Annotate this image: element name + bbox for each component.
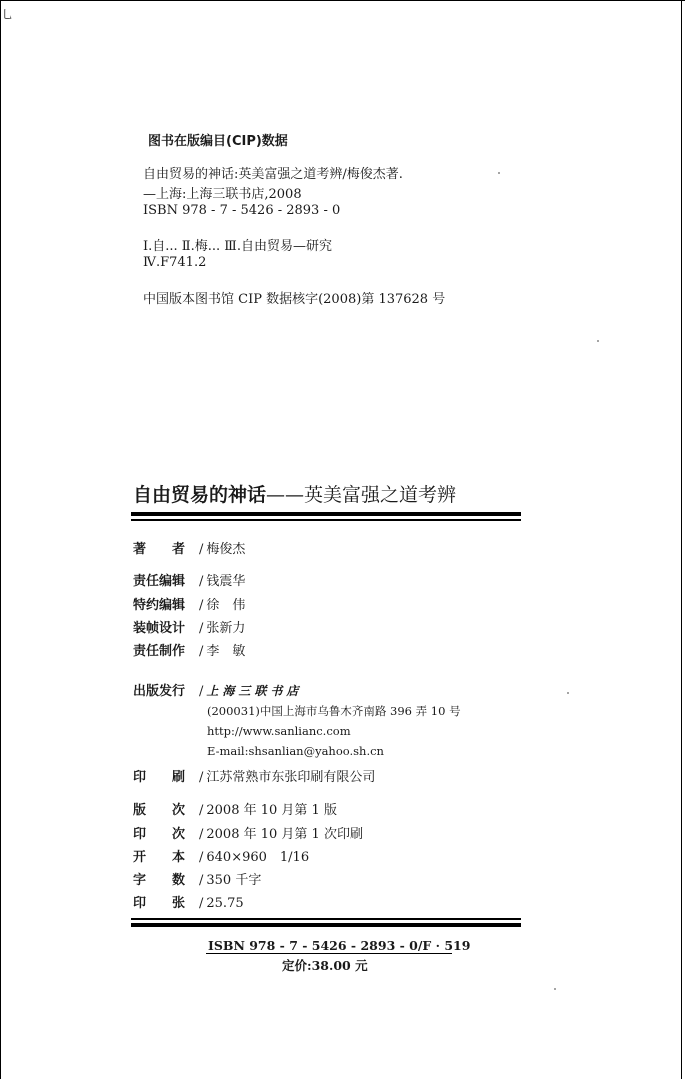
credit-value: 李 敏 — [206, 644, 246, 659]
cip-line-publisher: —上海:上海三联书店,2008 — [143, 187, 302, 202]
cip-line-subjects: Ⅰ.自... Ⅱ.梅... Ⅲ.自由贸易—研究 — [143, 239, 332, 254]
isbn-underline — [206, 953, 452, 954]
spec-value: 25.75 — [206, 896, 244, 911]
cip-line-title: 自由贸易的神话:英美富强之道考辨/梅俊杰著. — [143, 167, 403, 182]
credit-label: 著 者 — [133, 542, 186, 557]
credit-label: 责任编辑 — [133, 574, 186, 589]
printer-value: 江苏常熟市东张印刷有限公司 — [206, 770, 376, 785]
book-title-subtitle: ——英美富强之道考辨 — [266, 484, 457, 506]
publisher-email: E-mail:shsanlian@yahoo.sh.cn — [207, 744, 384, 758]
cip-line-classification: Ⅳ.F741.2 — [143, 255, 207, 270]
credit-value: 梅俊杰 — [206, 542, 246, 557]
scan-speck — [498, 172, 500, 174]
credit-label: 责任制作 — [133, 644, 186, 659]
credit-value: 张新力 — [206, 621, 246, 636]
credit-value: 徐 伟 — [206, 598, 246, 613]
spec-sheets: 印 张 / 25.75 — [133, 892, 244, 911]
scan-speck — [567, 692, 569, 694]
spec-label: 印 次 — [133, 827, 186, 842]
cip-title: 图书在版编目(CIP)数据 — [148, 134, 288, 149]
credit-editor: 责任编辑 / 钱震华 — [133, 570, 245, 589]
spec-value: 640×960 1/16 — [206, 850, 310, 865]
printer-label: 印 刷 — [133, 770, 186, 785]
publisher-logo: 上海三联书店 — [206, 684, 303, 698]
book-title — [133, 480, 456, 507]
footer-price: 定价:38.00 元 — [282, 958, 368, 973]
spec-value: 350 千字 — [206, 873, 262, 888]
credit-special-editor: 特约编辑 / 徐 伟 — [133, 594, 245, 613]
book-title-main: 自由贸易的神话 — [133, 484, 267, 506]
spec-label: 字 数 — [133, 873, 186, 888]
footer-rule-thin — [131, 918, 521, 920]
spec-word-count: 字 数 / 350 千字 — [133, 869, 261, 888]
footer-isbn: ISBN 978 - 7 - 5426 - 2893 - 0/F · 519 — [208, 938, 471, 953]
publisher-row: 出版发行 / 上海三联书店 — [133, 680, 302, 699]
spec-edition: 版 次 / 2008 年 10 月第 1 版 — [133, 799, 337, 818]
title-rule-thin — [131, 519, 521, 521]
scan-right-edge — [681, 0, 682, 1079]
credit-author: 著 者 / 梅俊杰 — [133, 538, 245, 557]
spec-value: 2008 年 10 月第 1 次印刷 — [206, 827, 363, 842]
scan-speck — [597, 340, 599, 342]
scan-top-edge — [0, 0, 685, 1]
scan-speck — [554, 988, 556, 990]
credit-label: 装帧设计 — [133, 621, 186, 636]
credit-designer: 装帧设计 / 张新力 — [133, 617, 245, 636]
publisher-url: http://www.sanlianc.com — [207, 724, 351, 738]
spec-label: 开 本 — [133, 850, 186, 865]
credit-label: 特约编辑 — [133, 598, 186, 613]
spec-value: 2008 年 10 月第 1 版 — [206, 803, 337, 818]
publisher-label: 出版发行 — [133, 684, 186, 699]
spec-label: 版 次 — [133, 803, 186, 818]
cip-line-isbn: ISBN 978 - 7 - 5426 - 2893 - 0 — [143, 203, 341, 218]
title-rule-thick — [131, 512, 521, 516]
spec-label: 印 张 — [133, 896, 186, 911]
corner-mark: 乚 — [2, 8, 13, 21]
footer-rule-thick — [131, 923, 521, 927]
spec-format: 开 本 / 640×960 1/16 — [133, 846, 309, 865]
cip-line-library-record: 中国版本图书馆 CIP 数据核字(2008)第 137628 号 — [143, 292, 446, 307]
spec-printing: 印 次 / 2008 年 10 月第 1 次印刷 — [133, 823, 363, 842]
credit-production: 责任制作 / 李 敏 — [133, 640, 245, 659]
credit-value: 钱震华 — [206, 574, 246, 589]
scan-left-edge — [0, 0, 1, 1079]
publisher-address: (200031)中国上海市乌鲁木齐南路 396 弄 10 号 — [207, 704, 461, 718]
printer-row: 印 刷 / 江苏常熟市东张印刷有限公司 — [133, 766, 375, 785]
